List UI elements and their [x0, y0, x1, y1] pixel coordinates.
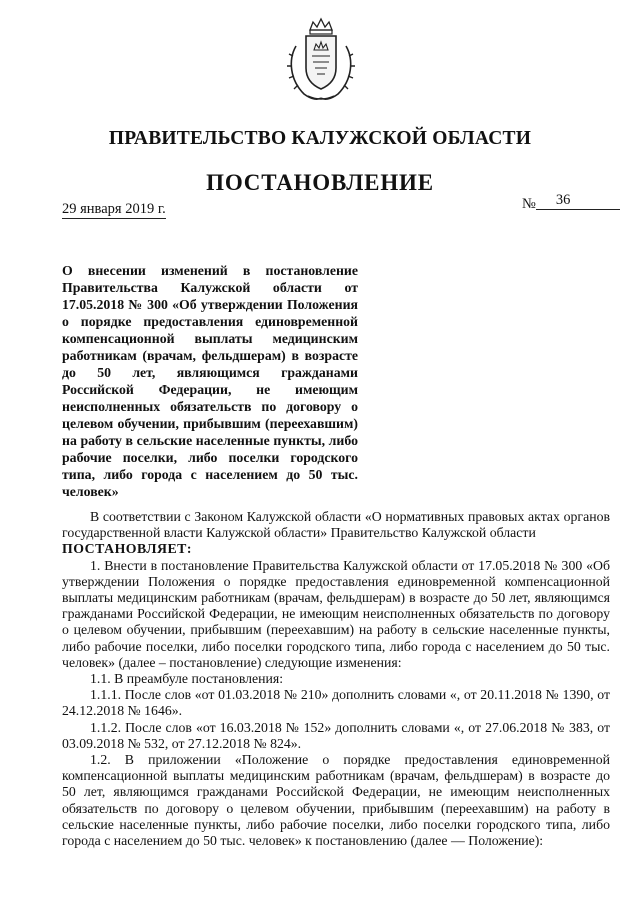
document-body: [62, 509, 610, 849]
number-value: 36: [536, 192, 620, 210]
paragraph: 1.1. В преамбуле постановления:: [90, 671, 284, 687]
paragraph: 1. Внести в постановление Правительства Калужской области от 17.05.2018 № 300 «Об утверждении Положения о порядке предоставления единовременной компенсационной выплаты медицинским работникам (врачам, фельдшерам) в возрасте до 50 лет, являющимся гражданами Российской Федерации, не имеющим неисполненных обязательств по договору о целевом обучении, прибывшим (переехавшим) на работу в сельские населенные пункты, либо рабочие поселки, либо поселки городского типа, либо города с населением до 50 тыс. человек» (далее – постановление) следующие изменения:: [62, 557, 610, 670]
document-number: [522, 192, 620, 214]
document-date: 29 января 2019 г.: [62, 201, 166, 217]
resolves-heading: ПОСТАНОВЛЯЕТ:: [62, 541, 192, 557]
number-label: №: [522, 196, 536, 212]
paragraph: 1.1.2. После слов «от 16.03.2018 № 152» дополнить словами «, от 27.06.2018 № 383, от 03.09.2018 № 532, от 27.12.2018 № 824».: [62, 719, 610, 751]
preamble: В соответствии с Законом Калужской области «О нормативных правовых актах органов государственной власти Калужской области» Правительство Калужской области: [62, 509, 610, 541]
paragraph: 1.1.1. После слов «от 01.03.2018 № 210» дополнить словами «, от 20.11.2018 № 1390, от 24.12.2018 № 1646».: [62, 687, 610, 719]
paragraph: 1.2. В приложении «Положение о порядке предоставления единовременной компенсационной выплаты медицинским работникам (врачам, фельдшерам) в возрасте до 50 лет, являющимся гражданами Российской Федерации, не имеющим неисполненных обязательств по договору о целевом обучении, прибывшим (переехавшим) на работу в сельские населенные пункты, либо рабочие поселки, либо поселки городского типа, либо города с населением до 50 тыс. человек» к постановлению (далее — Положение):: [62, 752, 610, 849]
government-title: ПРАВИТЕЛЬСТВО КАЛУЖСКОЙ ОБЛАСТИ: [108, 128, 532, 149]
document-subject: О внесении изменений в постановление Правительства Калужской области от 17.05.2018 № 300 «Об утверждении Положения о порядке предоставления единовременной компенсационной выплаты медицинским работникам (врачам, фельдшерам) в возрасте до 50 лет, являющимся гражданами Российской Федерации, не имеющим неисполненных обязательств по договору о целевом обучении, прибывшим (переехавшим) на работу в сельские населенные пункты, либо рабочие поселки, либо поселки городского типа, либо города с населением до 50 тыс. человек»: [62, 263, 358, 499]
kaluga-coat-of-arms-icon: [282, 16, 360, 102]
document-type: ПОСТАНОВЛЕНИЕ: [206, 170, 434, 195]
